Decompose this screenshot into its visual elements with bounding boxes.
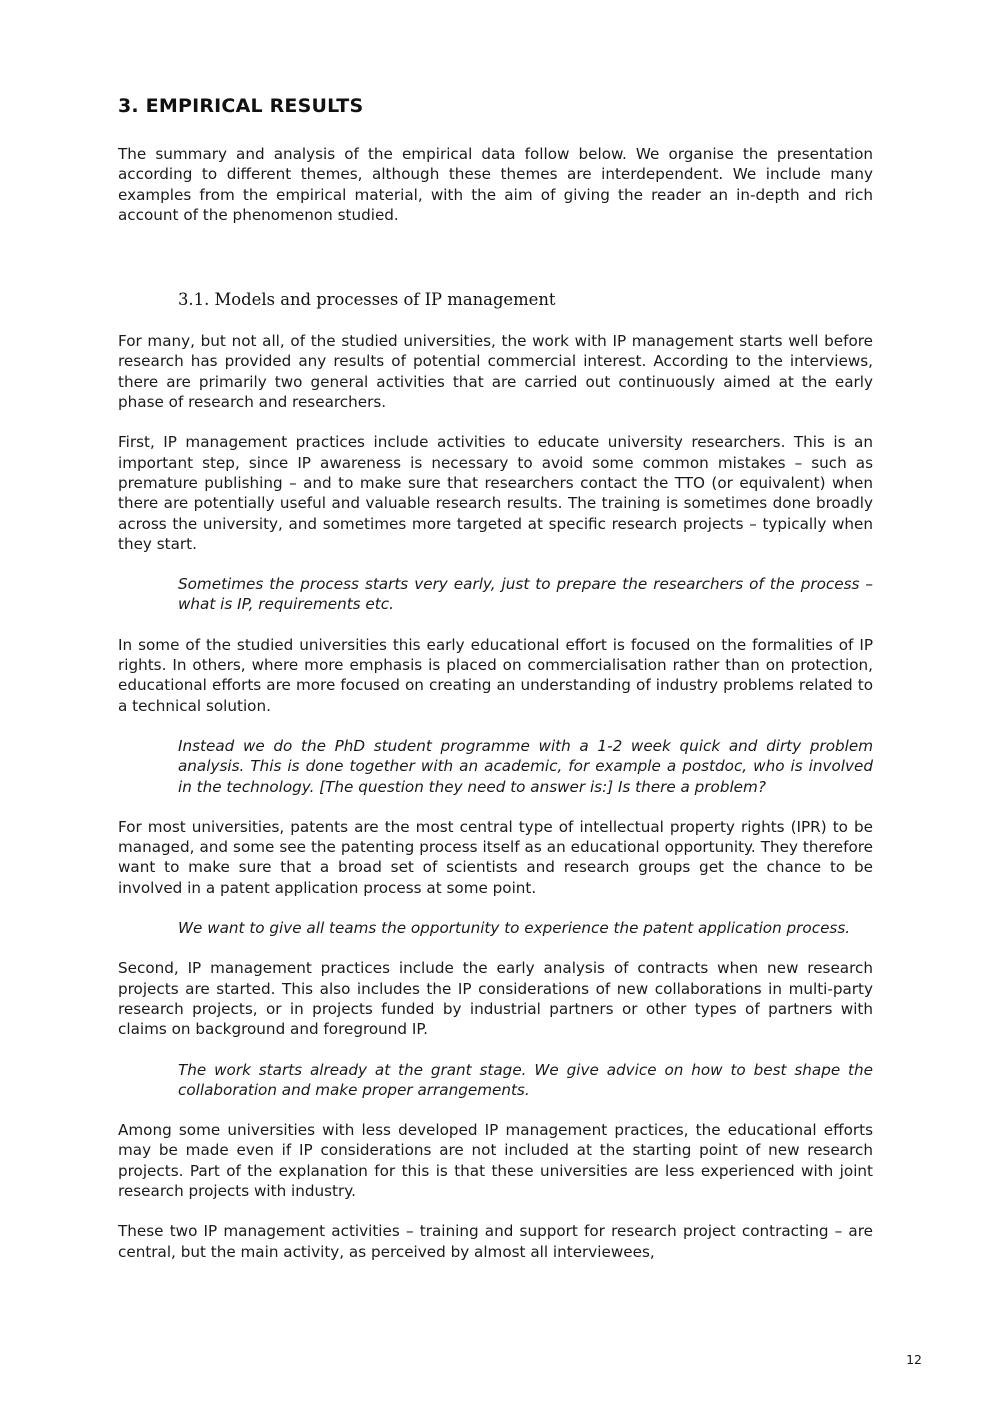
- document-page: [118, 92, 873, 1262]
- quote-3: We want to give all teams the opportunity to experience the patent application process.: [178, 919, 851, 938]
- quote-1: Sometimes the process starts very early, just to prepare the researchers of the process – what is IP, requirements etc.: [178, 575, 873, 614]
- quote-4: The work starts already at the grant stage. We give advice on how to best shape the collaboration and make proper arrangements.: [178, 1060, 873, 1099]
- paragraph-7: These two IP management activities – training and support for research project contracting – are central, but the main activity, as perceived by almost all interviewees,: [118, 1222, 873, 1261]
- paragraph-2: First, IP management practices include activities to educate university researchers. This is an important step, since IP awareness is necessary to avoid some common mistakes – such as premature publishing – and to make sure that researchers contact the TTO (or equivalent) when there are potentially useful and valuable research results. The training is sometimes done broadly across the university, and sometimes more targeted at specific research projects – typically when they start.: [118, 433, 873, 553]
- paragraph-6: Among some universities with less developed IP management practices, the educational efforts may be made even if IP considerations are not included at the starting point of new research projects. Part of the explanation for this is that these universities are less experienced with joint research projects with industry.: [118, 1121, 873, 1200]
- quote-2: Instead we do the PhD student programme with a 1-2 week quick and dirty problem analysis. This is done together with an academic, for example a postdoc, who is involved in the technology. [The question they need to answer is:] Is there a problem?: [178, 736, 873, 796]
- section-intro-paragraph: The summary and analysis of the empirical data follow below. We organise the presentation according to different themes, although these themes are interdependent. We include many examples from the empirical material, with the aim of giving the reader an in-depth and rich account of the phenomenon studied.: [118, 145, 873, 224]
- paragraph-1: For many, but not all, of the studied universities, the work with IP management starts well before research has provided any results of potential commercial interest. According to the interviews, there are primarily two general activities that are carried out continuously aimed at the early phase of research and researchers.: [118, 332, 873, 412]
- paragraph-4: For most universities, patents are the most central type of intellectual property rights (IPR) to be managed, and some see the patenting process itself as an educational opportunity. They therefore want to make sure that a broad set of scientists and research groups get the chance to be involved in a patent application process at some point.: [118, 817, 873, 897]
- subsection-title: 3.1. Models and processes of IP management: [178, 290, 556, 310]
- section-title: 3. EMPIRICAL RESULTS: [118, 95, 364, 117]
- page-number: 12: [906, 1352, 922, 1367]
- paragraph-3: In some of the studied universities this early educational effort is focused on the formalities of IP rights. In others, where more emphasis is placed on commercialisation rather than on protection, educational efforts are more focused on creating an understanding of industry problems related to a technical solution.: [118, 635, 873, 715]
- paragraph-5: Second, IP management practices include the early analysis of contracts when new research projects are started. This also includes the IP considerations of new collaborations in multi-party research projects, or in projects funded by industrial partners or other types of partners with claims on background and foreground IP.: [118, 959, 873, 1039]
